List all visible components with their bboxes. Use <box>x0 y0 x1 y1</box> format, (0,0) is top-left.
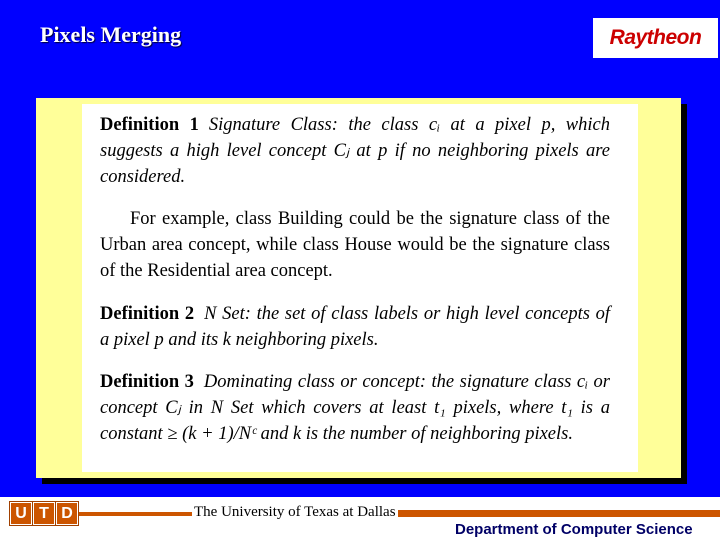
definition-3 <box>100 369 610 447</box>
utd-letter-t: T <box>33 502 55 525</box>
definition-1-text: Signature Class: the class cᵢ at a pixel p, which suggests a high level concept Cⱼ at p if no neighboring pixels are considered. <box>100 115 610 187</box>
definition-1-label: Definition 1 <box>100 115 199 135</box>
definition-2-label: Definition 2 <box>100 304 195 324</box>
raytheon-logo-text: Raytheon <box>609 26 702 49</box>
definition-2 <box>100 301 610 353</box>
university-name: The University of Texas at Dallas <box>194 504 396 520</box>
utd-logo <box>10 502 79 525</box>
slide-title: Pixels Merging <box>40 22 182 47</box>
footer-stripe-right <box>390 510 720 517</box>
definition-1 <box>100 112 610 190</box>
department-name: Department of Computer Science <box>455 521 693 538</box>
definition-2-text: N Set: the set of class labels or high level concepts of a pixel p and its k neighboring pixels. <box>100 304 610 350</box>
raytheon-logo <box>593 18 718 58</box>
example-paragraph: For example, class Building could be the signature class of the Urban area concept, while class House would be the signature class of the Residential area concept. <box>100 209 610 281</box>
definition-3-text: Dominating class or concept: the signature class cᵢ or concept Cⱼ in N Set which covers at least t₁ pixels, where t₁ is a constant ≥ (k + 1)/Nᶜ and k is the number of neighboring pixels. <box>100 372 611 444</box>
definition-3-label: Definition 3 <box>100 372 194 392</box>
utd-letter-d: D <box>56 502 78 525</box>
utd-letter-u: U <box>10 502 32 525</box>
